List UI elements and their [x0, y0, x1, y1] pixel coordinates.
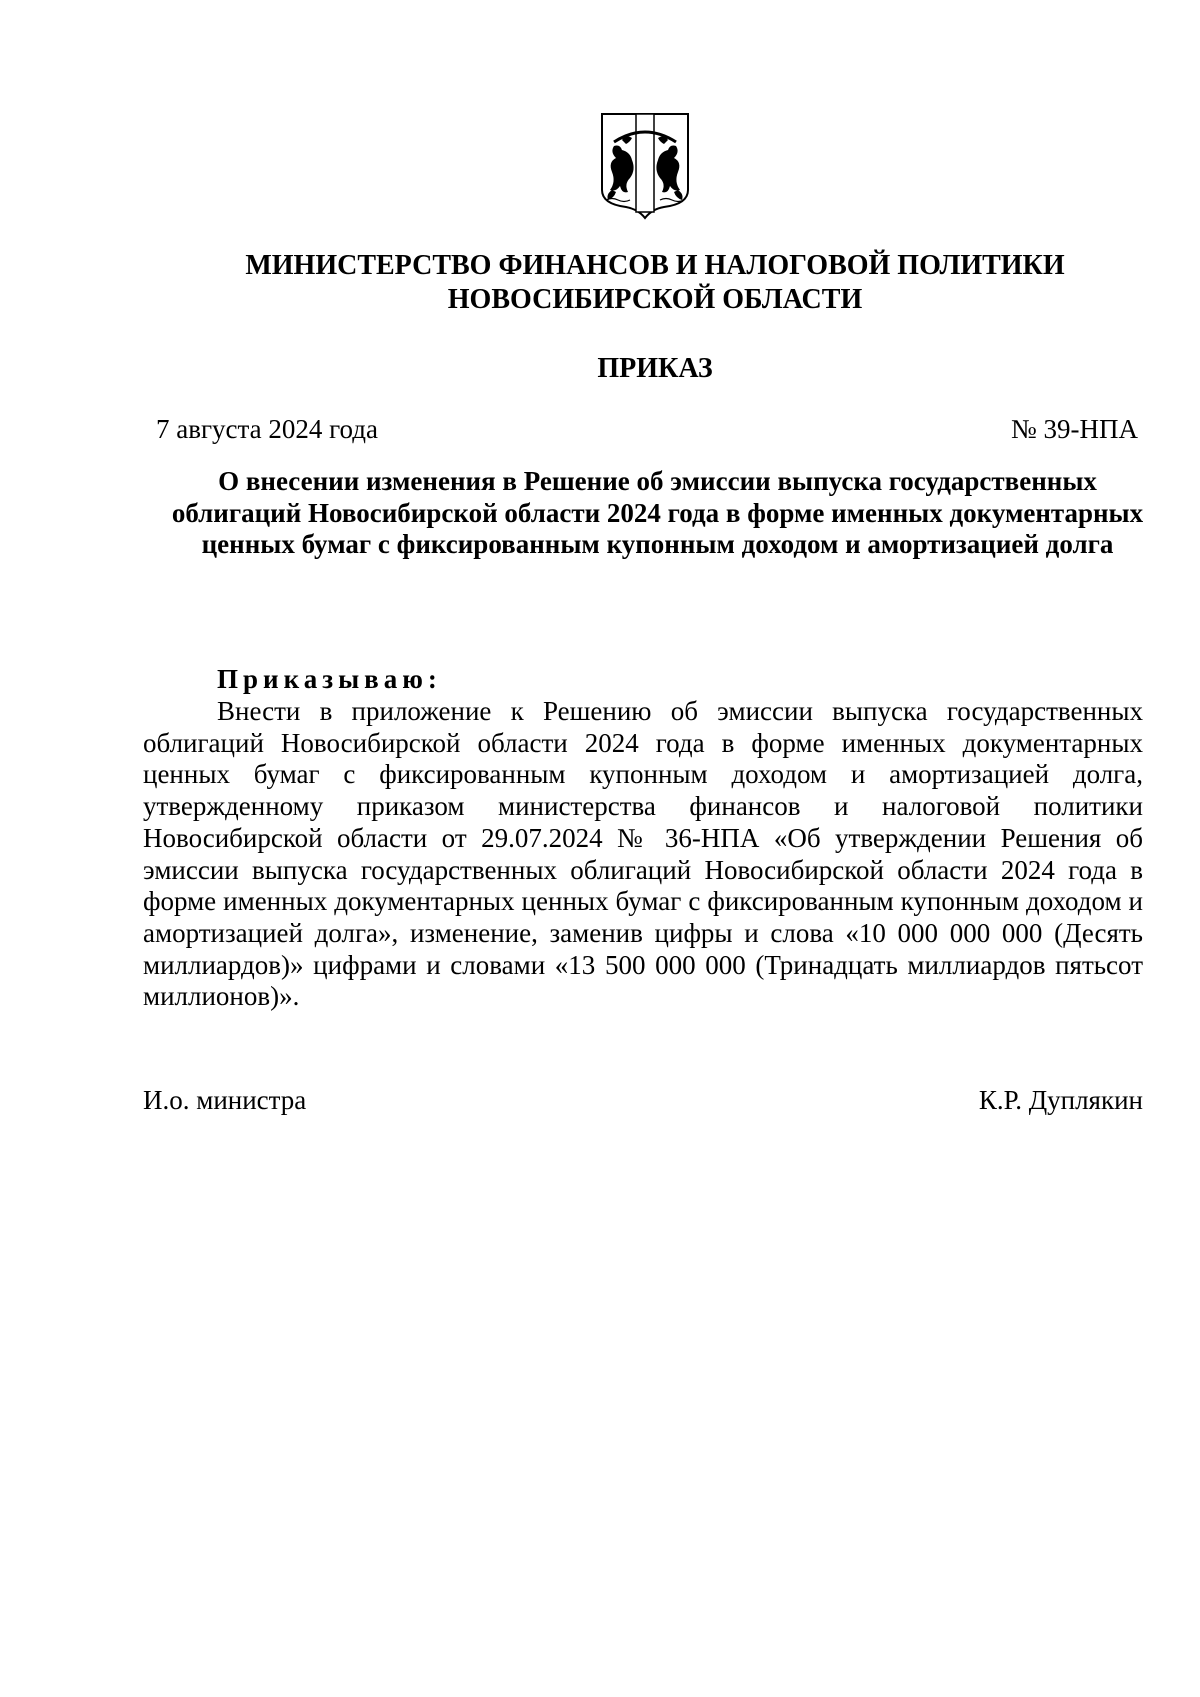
decree-word: Приказываю: [217, 664, 442, 694]
novosibirsk-coat-of-arms-icon [600, 112, 690, 220]
signatory-name: К.Р. Дуплякин [978, 1085, 1143, 1115]
order-subject: О внесении изменения в Решение об эмиссии выпуска государственных облигаций Новосибирской области 2024 года в форме именных документарных ценных бумаг с фиксированным купонным доходом и амортизацией долга [171, 466, 1144, 559]
ministry-name-line-2: НОВОСИБИРСКОЙ ОБЛАСТИ [447, 284, 863, 315]
order-date: 7 августа 2024 года [156, 414, 378, 444]
signatory-role: И.о. министра [143, 1085, 307, 1115]
order-body-paragraph: Внести в приложение к Решению об эмиссии выпуска государственных облигаций Новосибирской области 2024 года в форме именных документарных ценных бумаг с фиксированным купонным доходом и амортизацией долга, утвержденному приказом министерства финансов и налоговой политики Новосибирской области от 29.07.2024 № 36-НПА «Об утверждении Решения об эмиссии выпуска государственных облигаций Новосибирской области 2024 года в форме именных документарных ценных бумаг с фиксированным купонным доходом и амортизацией долга», изменение, заменив цифры и слова «10 000 000 000 (Десять миллиардов)» цифрами и словами «13 500 000 000 (Тринадцать миллиардов пятьсот миллионов)». [143, 696, 1143, 1012]
ministry-name-line-1: МИНИСТЕРСТВО ФИНАНСОВ И НАЛОГОВОЙ ПОЛИТИКИ [245, 250, 1065, 281]
ministry-name [150, 249, 1160, 317]
order-number: № 39-НПА [1011, 414, 1138, 444]
order-title: ПРИКАЗ [597, 353, 713, 384]
